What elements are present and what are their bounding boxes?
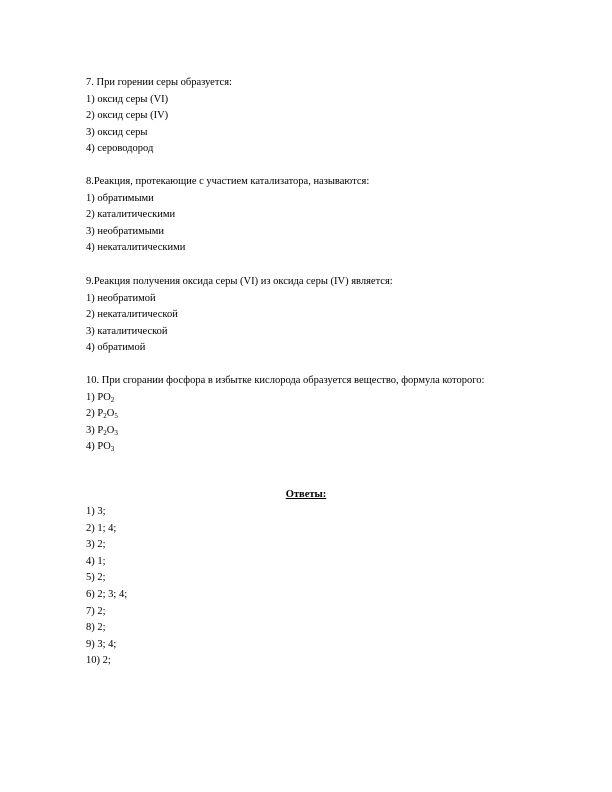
question-text: 10. При сгорании фосфора в избытке кислорода образуется вещество, формула которого: [86,375,485,386]
answer-option: 1) обратимыми [86,192,154,204]
answer-item: 2) 1; 4; [86,522,117,534]
answer-item: 5) 2; [86,572,106,584]
formula-option: 3) $P_2O_3$ [86,424,118,437]
answers-heading: Ответы: [285,489,327,500]
question-9 [86,274,393,357]
question-7 [86,75,232,158]
answer-option: 3) оксид серы [86,126,148,138]
answer-item: 7) 2; [86,605,106,617]
question-8 [86,174,369,257]
answer-option: 4) сероводород [86,143,154,155]
answer-option: 4) обратимой [86,342,146,354]
answer-option: 4) некаталитическими [86,242,186,254]
question-10 [86,373,484,456]
formula-option: 2) $P_2O_5$ [86,408,118,421]
question-text: 7. При горении серы образуется: [86,77,232,88]
answer-option: 2) каталитическими [86,209,176,221]
answer-item: 6) 2; 3; 4; [86,588,128,600]
answer-item: 4) 1; [86,555,106,567]
formula-option: 1) $PO_2$ [86,391,115,404]
answer-item: 10) 2; [86,655,111,667]
answer-item: 8) 2; [86,622,106,634]
question-text: 9.Реакция получения оксида серы (VI) из оксида серы (IV) является: [86,276,393,287]
answer-item: 3) 2; [86,539,106,551]
formula-option: 4) $PO_3$ [86,441,115,454]
answer-option: 3) каталитической [86,325,168,337]
answer-option: 1) необратимой [86,292,156,304]
answer-option: 2) оксид серы (IV) [86,110,169,122]
answer-option: 2) некаталитической [86,309,178,321]
answer-item: 9) 3; 4; [86,638,117,650]
answer-option: 3) необратимыми [86,225,165,237]
question-text: 8.Реакция, протекающие с участием катализатора, называются: [86,176,370,187]
answer-option: 1) оксид серы (VI) [86,93,169,105]
answer-item: 1) 3; [86,506,106,517]
answers-list [86,504,127,670]
